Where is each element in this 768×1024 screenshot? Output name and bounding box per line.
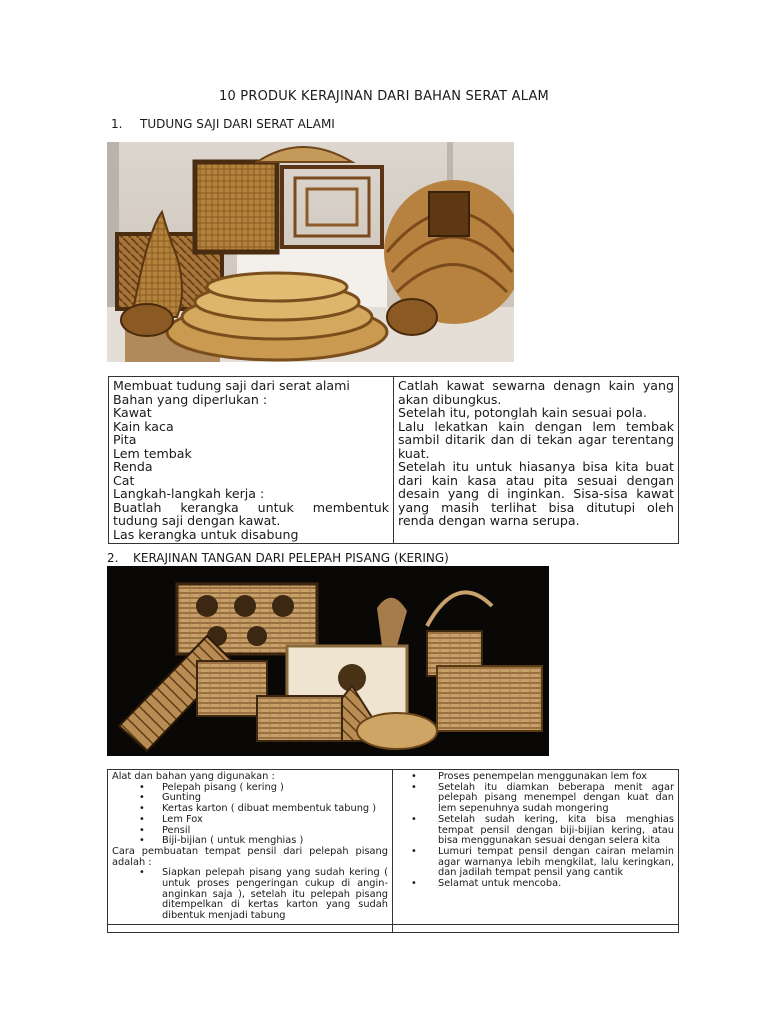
list-item: • Lumuri tempat pensil dengan cairan melamin agar warnanya lebih mengkilat, lalu keringkan, dan jadilah tempat pensil yang cantik — [411, 845, 674, 879]
bullet-icon: • — [139, 835, 145, 847]
step-text: Las kerangka untuk disabung — [113, 526, 299, 542]
list-item: • Setelah itu diamkan beberapa menit agar pelepah pisang menempel dengan kuat dan lem sepenuhnya sudah mongering — [411, 781, 674, 815]
section-2-table — [107, 769, 679, 933]
bullet-icon: • — [139, 813, 145, 825]
method-intro: Cara pembuatan tempat pensil dari pelepah pisang adalah : — [112, 845, 388, 868]
list-item: • Pensil — [139, 824, 191, 836]
list-item: • Siapkan pelepah pisang yang sudah kering ( untuk proses pengeringan cukup di angin-anginkan saja ), setelah itu pelepah pisang ditempelkan di kertas karton yang sudah dibentuk menjadi tabung — [139, 867, 388, 922]
list-item: • Lem Fox — [139, 813, 203, 825]
section-2-number: 2. — [107, 551, 119, 565]
bullet-icon: • — [139, 824, 145, 836]
bullet-icon: • — [411, 878, 417, 890]
material-item: Pita — [113, 432, 137, 447]
section-1-number: 1. — [111, 117, 123, 131]
list-item: • Kertas karton ( dibuat membentuk tabung ) — [139, 803, 377, 815]
material-item: Kawat — [113, 405, 152, 420]
bullet-icon: • — [139, 792, 145, 804]
list-item: • Proses penempelan menggunakan lem fox — [411, 771, 648, 782]
natural-fiber-crafts-photo — [107, 142, 514, 362]
empty-cell — [393, 924, 679, 932]
bullet-icon: • — [411, 845, 417, 857]
step-text: Buatlah kerangka untuk membentuk tudung saji dengan kawat. — [113, 499, 389, 528]
natural-fiber-crafts-illustration — [107, 142, 514, 362]
materials-and-steps-cell — [109, 377, 394, 544]
section-2-title: KERAJINAN TANGAN DARI PELEPAH PISANG (KERING) — [133, 551, 449, 565]
materials-label: Bahan yang diperlukan : — [113, 391, 268, 407]
section-1-heading — [111, 117, 511, 133]
section-1-table — [108, 376, 679, 544]
method-steps-list — [112, 868, 388, 922]
bullet-icon: • — [139, 781, 145, 793]
bullet-icon: • — [411, 813, 417, 825]
bullet-icon: • — [411, 781, 417, 793]
bullet-icon: • — [139, 867, 145, 879]
instructions-cell — [394, 377, 679, 544]
bullet-icon: • — [139, 803, 145, 815]
steps-label: Langkah-langkah kerja : — [113, 486, 265, 501]
instruction-paragraph: Lalu lekatkan kain dengan lem tembak sambil ditarik dan di tekan agar terentang kuat. — [398, 418, 674, 461]
section-2-heading — [107, 551, 527, 567]
list-item: • Setelah sudah kering, kita bisa menghias tempat pensil dengan biji-bijian kering, atau bisa menggunakan sesuai dengan selera kita — [411, 813, 674, 847]
material-item: Kain kaca — [113, 418, 174, 434]
steps-list — [397, 772, 674, 890]
banana-bark-crafts-illustration — [107, 566, 549, 756]
instruction-paragraph: Catlah kawat sewarna denagn kain yang akan dibungkus. — [398, 378, 674, 407]
empty-cell — [108, 924, 393, 932]
material-item: Renda — [113, 459, 153, 474]
list-item: • Gunting — [139, 792, 202, 804]
bullet-icon: • — [411, 771, 417, 782]
material-item: Lem tembak — [113, 445, 192, 461]
materials-intro: Alat dan bahan yang digunakan : — [112, 771, 275, 782]
list-item: • Pelepah pisang ( kering ) — [139, 781, 284, 793]
intro-text: Membuat tudung saji dari serat alami — [113, 378, 350, 393]
instruction-paragraph: Setelah itu untuk hiasanya bisa kita buat dari kain kasa atau pita sesuai dengan desain yang di inginkan. Sisa-sisa kawat yang masih terlihat bisa ditutupi oleh renda dengan warna serupa. — [398, 459, 674, 528]
section-1-title: TUDUNG SAJI DARI SERAT ALAMI — [140, 117, 335, 131]
steps-cell — [393, 770, 679, 925]
materials-cell — [108, 770, 393, 925]
materials-list — [112, 783, 388, 847]
document-title: 10 PRODUK KERAJINAN DARI BAHAN SERAT ALAM — [219, 89, 549, 104]
instruction-paragraph: Setelah itu, potonglah kain sesuai pola. — [398, 405, 647, 420]
banana-bark-crafts-photo — [107, 566, 549, 756]
material-item: Cat — [113, 472, 135, 488]
list-item: • Biji-bijian ( untuk menghias ) — [139, 835, 304, 847]
list-item: • Selamat untuk mencoba. — [411, 878, 562, 890]
